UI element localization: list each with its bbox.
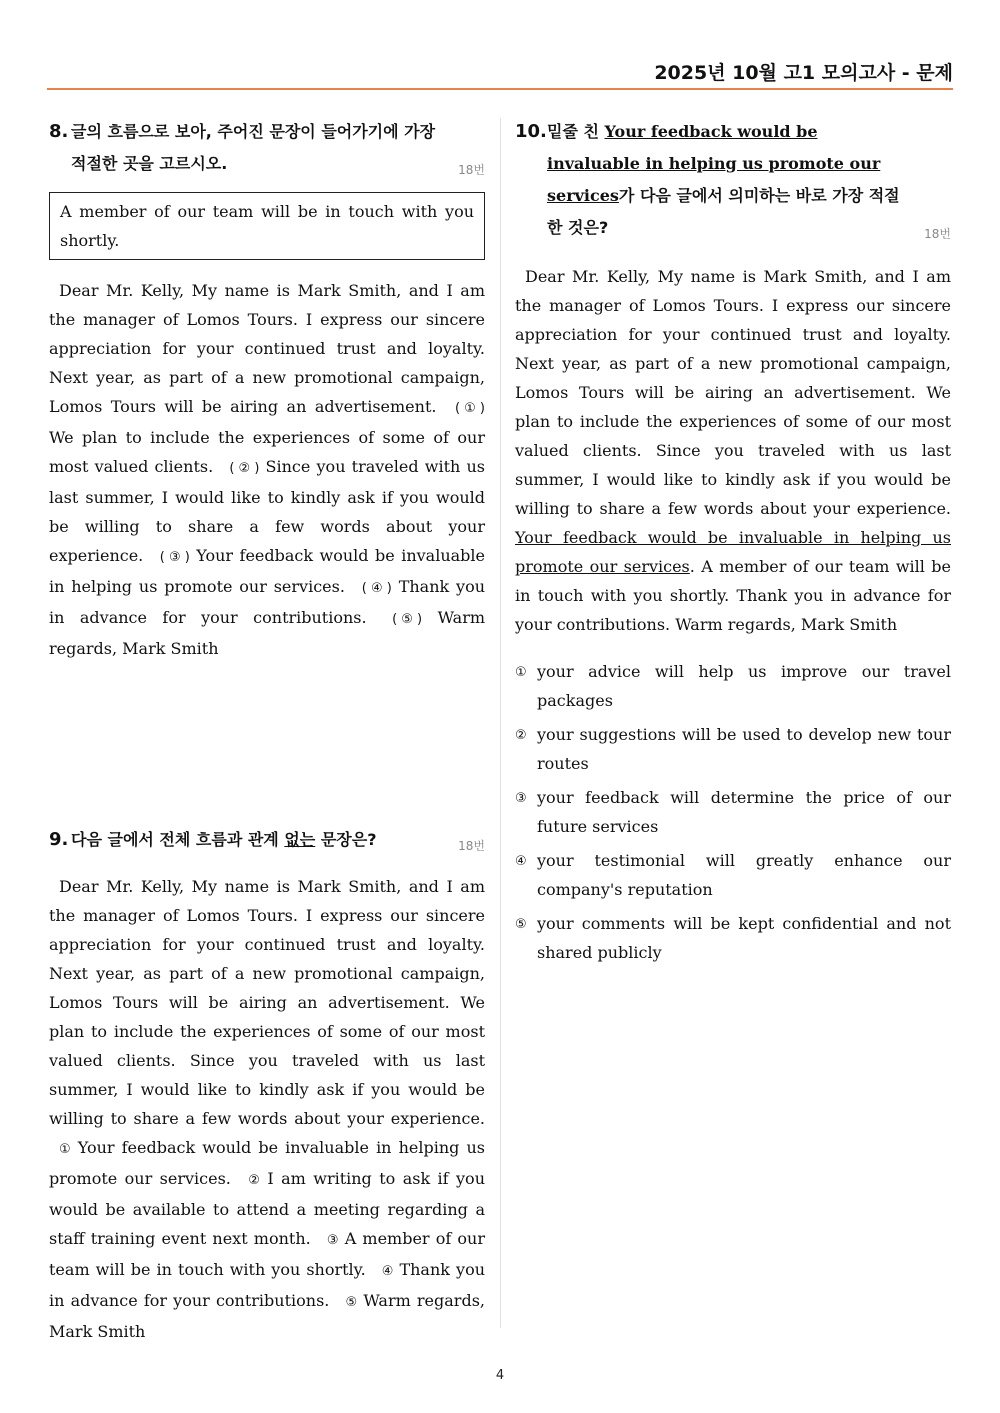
answer-option-2[interactable]: [515, 720, 951, 778]
question-underlined-phrase: Your feedback would be invaluable in helping us promote our services: [547, 122, 881, 205]
page-header-title: 2025년 10월 고1 모의고사 - 문제: [654, 62, 953, 84]
passage-sentence: Thank you in advance for your contributions.: [49, 1260, 485, 1310]
question-text: 가 다음 글에서 의미하는 바로 가장 적절한 것은?: [547, 186, 900, 237]
question-text: 밑줄 친: [547, 122, 605, 141]
answer-option-4[interactable]: [515, 846, 951, 904]
option-marker: ⑤: [515, 917, 527, 932]
question-10: [515, 116, 951, 972]
question-number: 10.: [515, 121, 547, 142]
option-marker: ③: [515, 791, 527, 806]
passage-segment: Thank you in advance for your contributions.: [49, 577, 486, 627]
option-text: your testimonial will greatly enhance our company's reputation: [537, 851, 951, 899]
passage-sentence: Your feedback would be invaluable in helping us promote our services.: [49, 1138, 485, 1188]
passage-underlined-phrase: Your feedback would be invaluable in helping us promote our services: [515, 528, 951, 576]
passage-intro: Dear Mr. Kelly, My name is Mark Smith, and I am the manager of Lomos Tours. I express our sincere appreciation for your continued trust and loyalty. Next year, as part of a new promotional campaign, Lomos Tours will be airing an advertisement. We plan to include the experiences of some of our most valued clients. Since you traveled with us last summer, I would like to kindly ask if you would be willing to share a few words about your experience.: [49, 877, 485, 1128]
answer-option-3[interactable]: [515, 783, 951, 841]
passage-segment: Since you traveled with us last summer, I would like to kindly ask if you would be willing to share a few words about your experience.: [49, 457, 485, 565]
passage-segment: Warm regards, Mark Smith: [49, 608, 486, 658]
question-10-passage: [515, 262, 951, 639]
question-ref: 18번: [458, 839, 485, 853]
answer-options: [515, 657, 951, 967]
question-8: [49, 116, 485, 663]
question-number: 8.: [49, 121, 69, 142]
insert-marker-4: ( ④ ): [361, 581, 392, 596]
question-ref: 18번: [458, 163, 485, 177]
sentence-marker-3: ③: [326, 1233, 339, 1248]
question-10-title: [515, 116, 951, 244]
option-text: your feedback will determine the price of our future services: [537, 788, 951, 836]
passage-segment: Your feedback would be invaluable in helping us promote our services.: [49, 546, 485, 596]
answer-option-5[interactable]: [515, 909, 951, 967]
question-text: 다음 글에서 전체 흐름과 관계: [71, 830, 285, 849]
column-divider: [500, 118, 501, 1328]
question-ref: 18번: [924, 227, 951, 241]
sentence-marker-1: ①: [59, 1142, 71, 1157]
option-marker: ①: [515, 665, 527, 680]
passage-segment: Dear Mr. Kelly, My name is Mark Smith, and I am the manager of Lomos Tours. I express our sincere appreciation for your continued trust and loyalty. Next year, as part of a new promotional campaign, Lomos Tours will be airing an advertisement. We plan to include the experiences of some of our most valued clients. Since you traveled with us last summer, I would like to kindly ask if you would be willing to share a few words about your experience.: [515, 267, 951, 518]
question-8-title: [49, 116, 485, 180]
question-9: [49, 824, 485, 1346]
answer-option-1[interactable]: [515, 657, 951, 715]
option-marker: ②: [515, 728, 527, 743]
insert-marker-5: ( ⑤ ): [392, 612, 423, 627]
question-9-title: [49, 824, 485, 856]
page-number: 4: [495, 1368, 505, 1383]
question-text-emphasis: 없는: [284, 830, 316, 849]
question-number: 9.: [49, 829, 69, 850]
option-text: your advice will help us improve our travel packages: [537, 662, 951, 710]
given-sentence-box: A member of our team will be in touch with you shortly.: [49, 192, 485, 260]
option-text: your comments will be kept confidential and not shared publicly: [537, 914, 951, 962]
question-text: 문장은?: [315, 830, 377, 849]
insert-marker-1: ( ① ): [454, 401, 485, 416]
option-marker: ④: [515, 854, 527, 869]
passage-sentence: I am writing to ask if you would be available to attend a meeting regarding a staff training event next month.: [49, 1169, 485, 1248]
sentence-marker-2: ②: [248, 1173, 260, 1188]
passage-sentence: A member of our team will be in touch with you shortly.: [49, 1229, 485, 1279]
passage-segment: We plan to include the experiences of some of our most valued clients.: [49, 428, 485, 476]
insert-marker-2: ( ② ): [229, 461, 260, 476]
passage-segment: . A member of our team will be in touch with you shortly. Thank you in advance for your contributions. Warm regards, Mark Smith: [515, 557, 952, 634]
passage-segment: Dear Mr. Kelly, My name is Mark Smith, and I am the manager of Lomos Tours. I express our sincere appreciation for your continued trust and loyalty. Next year, as part of a new promotional campaign, Lomos Tours will be airing an advertisement.: [49, 281, 485, 416]
header-divider: [47, 88, 953, 90]
passage-sentence: Warm regards, Mark Smith: [49, 1291, 485, 1341]
question-9-passage: [49, 872, 485, 1346]
sentence-marker-4: ④: [381, 1264, 394, 1279]
option-text: your suggestions will be used to develop new tour routes: [537, 725, 951, 773]
sentence-marker-5: ⑤: [345, 1295, 358, 1310]
insert-marker-3: ( ③ ): [159, 550, 190, 565]
question-text: 글의 흐름으로 보아, 주어진 문장이 들어가기에 가장 적절한 곳을 고르시오.: [71, 122, 436, 173]
question-8-passage: [49, 276, 485, 663]
